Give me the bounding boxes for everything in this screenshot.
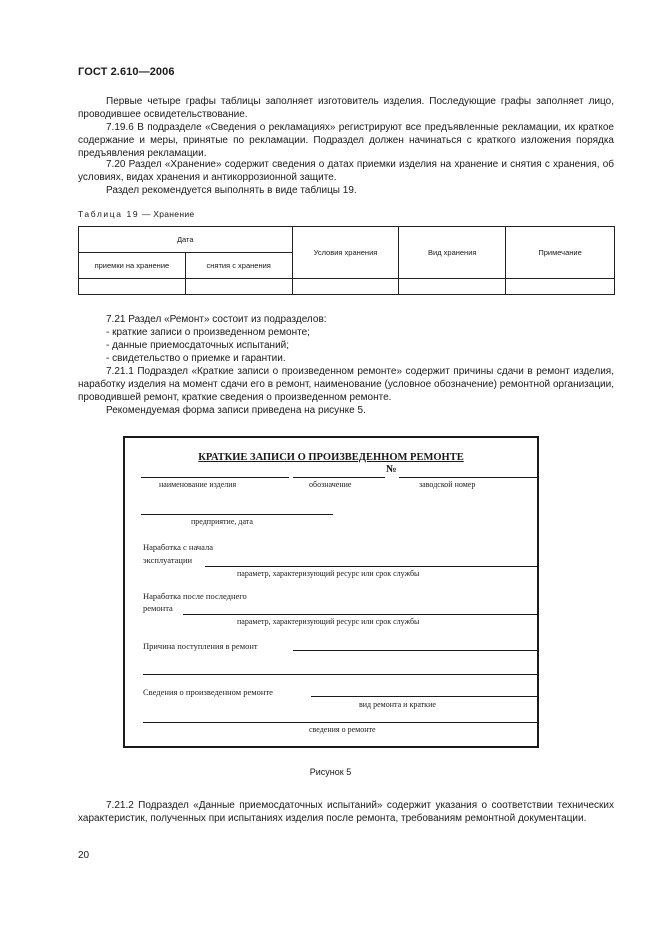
table-caption bbox=[78, 209, 194, 219]
paragraph-form-ref: Рекомендуемая форма записи приведена на рисунке 5. bbox=[106, 405, 366, 416]
paragraph-7-20: 7.20 Раздел «Хранение» содержит сведения о датах приемки изделия на хранение и снятия с хранения, об условиях, видах хранения и антикоррозионной защите. bbox=[78, 159, 614, 184]
paragraph-7-19-6: 7.19.6 В подразделе «Сведения о рекламациях» регистрируют все предъявленные рекламации, их краткое содержание и меры, принятые по рекламации. Подраздел должен начинаться с краткого изложения порядка предъявления рекламации. bbox=[78, 122, 614, 160]
paragraph-7-21-1: 7.21.1 Подраздел «Краткие записи о произведенном ремонте» содержит причины сдачи в ремонт изделия, наработку изделия на момент сдачи его в ремонт, наименование (условное обозначение) ремонтной организации, проводившей ремонт, краткие сведения о произведенном ремонте. bbox=[78, 366, 614, 404]
table-cell bbox=[506, 279, 615, 295]
table-cell bbox=[79, 279, 186, 295]
page-number: 20 bbox=[78, 850, 90, 861]
label-repair-info: Сведения о произведенном ремонте bbox=[143, 687, 273, 697]
figure-caption: Рисунок 5 bbox=[309, 767, 352, 777]
caption-repair-info: сведения о ремонте bbox=[309, 725, 376, 734]
label-since-start: Наработка с начала bbox=[143, 542, 214, 552]
table-cell bbox=[185, 279, 292, 295]
header-note: Примечание bbox=[506, 227, 615, 279]
caption-repair-type: вид ремонта и краткие bbox=[359, 700, 436, 709]
storage-table bbox=[78, 226, 615, 295]
table-caption-title: — Хранение bbox=[139, 209, 195, 219]
since-last-line bbox=[183, 614, 539, 615]
header-conditions: Условия хранения bbox=[292, 227, 399, 279]
repair-info-line-2 bbox=[143, 722, 539, 723]
caption-product-name: наименование изделия bbox=[159, 480, 237, 489]
caption-parameter-2: параметр, характеризующий ресурс или срок службы bbox=[237, 617, 420, 626]
table-row bbox=[79, 279, 615, 295]
table-cell bbox=[399, 279, 506, 295]
header-storage-type: Вид хранения bbox=[399, 227, 506, 279]
paragraph-7-21: 7.21 Раздел «Ремонт» состоит из подразделов: bbox=[106, 314, 327, 325]
label-repair: ремонта bbox=[143, 603, 173, 613]
repair-reason-line-2 bbox=[143, 674, 539, 675]
list-item: - данные приемосдаточных испытаний; bbox=[106, 340, 290, 351]
paragraph-table19-ref: Раздел рекомендуется выполнять в виде таблицы 19. bbox=[106, 185, 357, 196]
header-remove-date: снятия с хранения bbox=[185, 253, 292, 279]
repair-record-form bbox=[123, 436, 539, 748]
header-date: Дата bbox=[79, 227, 293, 253]
since-start-line bbox=[205, 566, 539, 567]
repair-info-line bbox=[311, 696, 539, 697]
caption-parameter-1: параметр, характеризующий ресурс или срок службы bbox=[237, 569, 420, 578]
caption-serial-number: заводской номер bbox=[419, 480, 476, 489]
enterprise-date-line bbox=[141, 514, 333, 515]
paragraph-7-21-2: 7.21.2 Подраздел «Данные приемосдаточных испытаний» содержит указания о соответствии технических характеристик, полученных при испытаниях изделия после ремонта, требованиям ремонтной документации. bbox=[78, 800, 614, 825]
label-operation: эксплуатации bbox=[143, 555, 193, 565]
label-repair-reason: Причина поступления в ремонт bbox=[143, 641, 258, 651]
list-item: - краткие записи о произведенном ремонте; bbox=[106, 327, 310, 338]
table-header-row bbox=[79, 227, 615, 253]
document-header: ГОСТ 2.610—2006 bbox=[78, 66, 175, 78]
number-sign: № bbox=[386, 464, 397, 475]
table-cell bbox=[292, 279, 399, 295]
label-since-last: Наработка после последнего bbox=[143, 591, 247, 601]
form-title: КРАТКИЕ ЗАПИСИ О ПРОИЗВЕДЕННОМ РЕМОНТЕ bbox=[198, 452, 464, 463]
repair-reason-line bbox=[293, 650, 539, 651]
table-caption-number: Таблица 19 bbox=[78, 209, 140, 219]
paragraph-table-fill: Первые четыре графы таблицы заполняет изготовитель изделия. Последующие графы заполняет лицо, проводившее освидетельствование. bbox=[78, 96, 614, 121]
product-name-line bbox=[141, 477, 289, 478]
list-item: - свидетельство о приемке и гарантии. bbox=[106, 353, 286, 364]
caption-designation: обозначение bbox=[309, 480, 352, 489]
serial-number-line bbox=[399, 477, 539, 478]
designation-line bbox=[293, 477, 385, 478]
caption-enterprise-date: предприятие, дата bbox=[191, 517, 253, 526]
header-accept-date: приемки на хранение bbox=[79, 253, 186, 279]
